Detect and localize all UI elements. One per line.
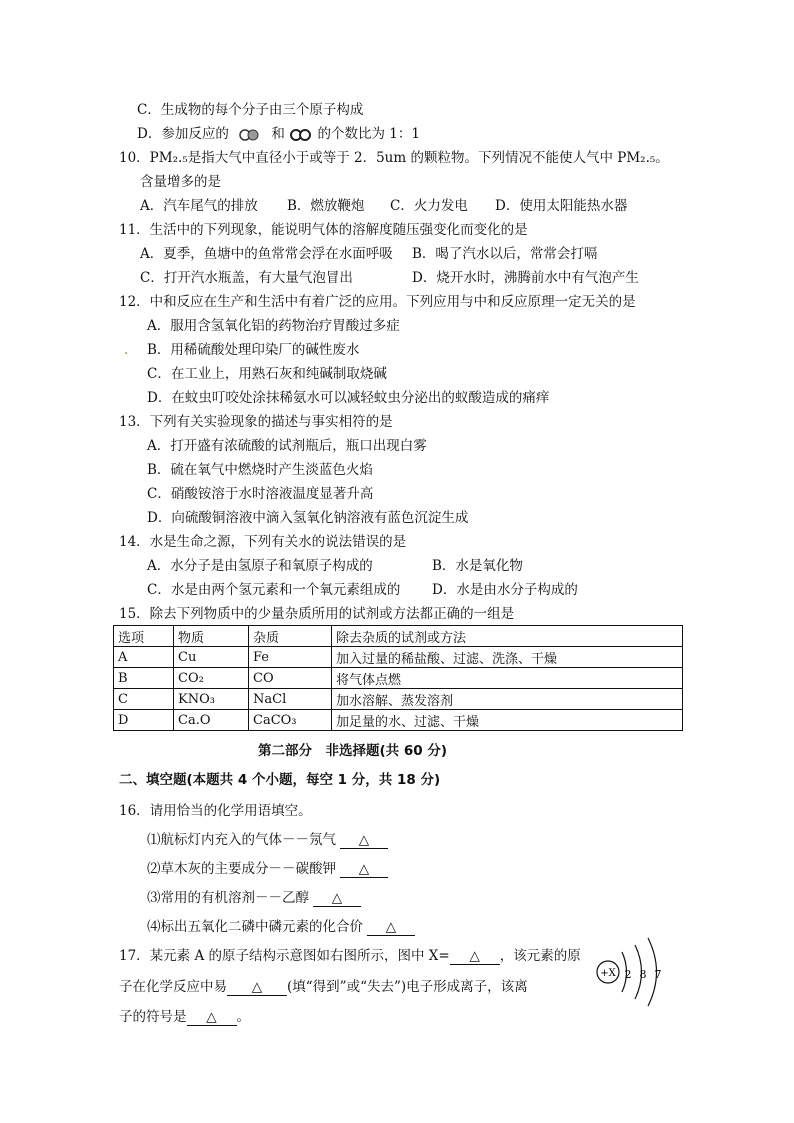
table-row	[114, 668, 683, 689]
q10-stem-line2: 含量增多的是	[140, 174, 221, 190]
answer-blank[interactable]: △	[187, 1010, 237, 1026]
table-cell: KNO₃	[174, 689, 249, 710]
q13-stem: 13．下列有关实验现象的描述与事实相符的是	[119, 414, 393, 430]
answer-blank[interactable]: △	[313, 891, 361, 907]
answer-blank[interactable]: △	[340, 862, 388, 878]
q9-option-d	[137, 125, 420, 143]
molecule-white-grey-icon	[233, 128, 267, 142]
q14-stem: 14．水是生命之源，下列有关水的说法错误的是	[119, 534, 407, 550]
impurity-table	[113, 625, 683, 731]
table-cell: Ca.O	[174, 710, 249, 731]
q9-option-d-pre: D．参加反应的	[137, 126, 229, 142]
part2-title: 第二部分 非选择题(共 60 分)	[258, 743, 448, 759]
q17-line2	[119, 978, 528, 996]
shell-electron-count: 8	[639, 968, 647, 981]
q16-item-4-text: ⑷标出五氧化二磷中磷元素的化合价	[147, 919, 363, 935]
nucleus-label: +X	[600, 968, 616, 979]
q10-option-d: D．使用太阳能热水器	[495, 198, 628, 214]
table-header-cell: 杂质	[249, 626, 332, 647]
q11-option-b: B．喝了汽水以后，常常会打嗝	[412, 246, 598, 262]
table-cell: CaCO₃	[249, 710, 332, 731]
table-cell: Cu	[174, 647, 249, 668]
q12-stem: 12．中和反应在生产和生活中有着广泛的应用。下列应用与中和反应原理一定无关的是	[119, 294, 636, 310]
table-cell: NaCl	[249, 689, 332, 710]
q16-item-2	[147, 860, 388, 878]
table-cell: CO	[249, 668, 332, 689]
table-header-row	[114, 626, 683, 647]
q16-item-2-text: ⑵草木灰的主要成分－－碳酸钾	[147, 861, 336, 877]
table-row	[114, 647, 683, 668]
q16-stem: 16．请用恰当的化学用语填空。	[119, 803, 312, 819]
table-cell: D	[114, 710, 174, 731]
shell-electron-count: 2	[624, 968, 632, 981]
q16-item-3-text: ⑶常用的有机溶剂－－乙醇	[147, 890, 309, 906]
q12-stray-dot: .	[124, 342, 129, 358]
q17-line2-post: (填“得到”或“失去”)电子形成离子，该离	[287, 979, 528, 995]
q17-line2-pre: 子在化学反应中易	[119, 979, 227, 995]
q17-line3-post: 。	[236, 1009, 250, 1025]
molecule-white-white-icon	[289, 128, 313, 142]
q9-option-d-post: 的个数比为 1：1	[317, 126, 420, 142]
q16-item-1	[147, 831, 388, 849]
table-header-cell: 除去杂质的试剂或方法	[332, 626, 683, 647]
q14-option-a: A．水分子是由氢原子和氧原子构成的	[147, 558, 373, 574]
table-cell: 将气体点燃	[332, 668, 683, 689]
q14-option-c: C．水是由两个氢元素和一个氧元素组成的	[147, 582, 401, 598]
q17-line1-pre: 17．某元素 A 的原子结构示意图如右图所示，图中 X=	[119, 948, 450, 964]
table-cell: 加足量的水、过滤、干燥	[332, 710, 683, 731]
table-cell: 加水溶解、蒸发溶剂	[332, 689, 683, 710]
q10-stem-line1: 10．PM₂.₅是指大气中直径小于或等于 2．5um 的颗粒物。下列情况不能使人气中 PM₂.₅。	[119, 150, 669, 166]
q11-option-c: C．打开汽水瓶盖，有大量气泡冒出	[140, 270, 353, 286]
q11-option-d: D．烧开水时，沸腾前水中有气泡产生	[412, 270, 639, 286]
q10-option-c: C．火力发电	[390, 198, 468, 214]
table-cell: Fe	[249, 647, 332, 668]
q16-item-4	[147, 918, 415, 936]
table-row	[114, 710, 683, 731]
q13-option-a: A．打开盛有浓硫酸的试剂瓶后，瓶口出现白雾	[147, 438, 427, 454]
section-heading: 二、填空题(本题共 4 个小题，每空 1 分，共 18 分)	[119, 772, 441, 788]
answer-blank[interactable]: △	[340, 833, 388, 849]
q12-option-b: B．用稀硫酸处理印染厂的碱性废水	[147, 342, 360, 358]
q16-item-3	[147, 889, 361, 907]
q9-option-d-and: 和	[271, 126, 285, 142]
q12-option-a: A．服用含氢氧化铝的药物治疗胃酸过多症	[147, 318, 400, 334]
table-header-cell: 选项	[114, 626, 174, 647]
q11-option-a: A．夏季，鱼塘中的鱼常常会浮在水面呼吸	[140, 246, 393, 262]
table-cell: A	[114, 647, 174, 668]
answer-blank[interactable]: △	[367, 920, 415, 936]
q13-option-d: D．向硫酸铜溶液中滴入氢氧化钠溶液有蓝色沉淀生成	[147, 510, 469, 526]
q17-line3-pre: 子的符号是	[119, 1009, 187, 1025]
table-cell: B	[114, 668, 174, 689]
q14-option-b: B．水是氧化物	[432, 558, 523, 574]
table-cell: C	[114, 689, 174, 710]
q16-item-1-text: ⑴航标灯内充入的气体－－氖气	[147, 832, 336, 848]
q9-option-c: C．生成物的每个分子由三个原子构成	[137, 102, 364, 118]
q10-option-a: A．汽车尾气的排放	[140, 198, 258, 214]
answer-blank[interactable]: △	[227, 980, 287, 996]
q17-line3	[119, 1008, 250, 1026]
q12-option-c: C．在工业上，用熟石灰和纯碱制取烧碱	[147, 366, 387, 382]
shell-electron-count: 7	[654, 968, 662, 981]
q17-line1	[119, 947, 581, 965]
q17-line1-post: ，该元素的原	[499, 948, 581, 964]
atomic-structure-diagram	[592, 935, 672, 1015]
q13-option-b: B．硫在氧气中燃烧时产生淡蓝色火焰	[147, 462, 373, 478]
q12-option-d: D．在蚊虫叮咬处涂抹稀氨水可以减轻蚊虫分泌出的蚁酸造成的痛痒	[147, 390, 550, 406]
table-row	[114, 689, 683, 710]
answer-blank[interactable]: △	[450, 949, 500, 965]
q10-option-b: B．燃放鞭炮	[287, 198, 365, 214]
table-header-cell: 物质	[174, 626, 249, 647]
q14-option-d: D．水是由水分子构成的	[432, 582, 578, 598]
q15-stem: 15．除去下列物质中的少量杂质所用的试剂或方法都正确的一组是	[119, 606, 515, 622]
table-cell: CO₂	[174, 668, 249, 689]
table-cell: 加入过量的稀盐酸、过滤、洗涤、干燥	[332, 647, 683, 668]
q13-option-c: C．硝酸铵溶于水时溶液温度显著升高	[147, 486, 374, 502]
q11-stem: 11．生活中的下列现象，能说明气体的溶解度随压强变化而变化的是	[119, 222, 528, 238]
